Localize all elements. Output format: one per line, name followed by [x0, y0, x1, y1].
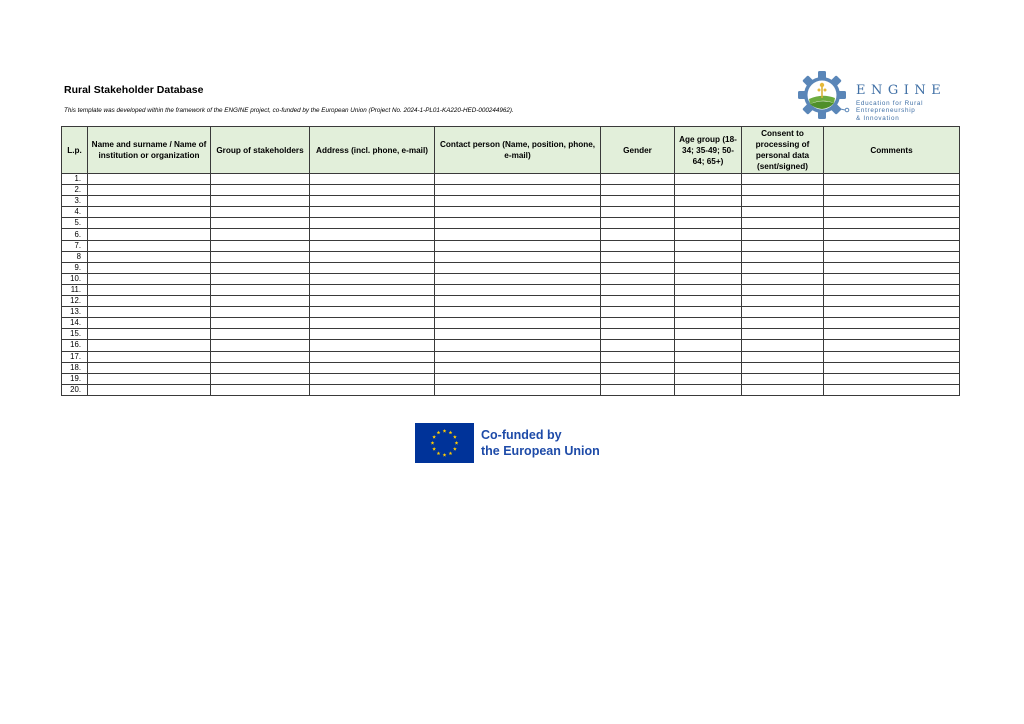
- table-cell: [824, 351, 960, 362]
- table-cell: [824, 362, 960, 373]
- table-cell: [435, 318, 601, 329]
- table-cell: [435, 384, 601, 395]
- column-header-address: Address (incl. phone, e-mail): [310, 127, 435, 174]
- table-cell: [211, 329, 310, 340]
- table-cell: [88, 229, 211, 240]
- table-cell: [435, 229, 601, 240]
- table-cell: [675, 284, 742, 295]
- row-number: 11.: [62, 284, 88, 295]
- column-header-comments: Comments: [824, 127, 960, 174]
- document-subtitle: This template was developed within the framework of the ENGINE project, co-funded by the European Union (Project No. 2024-1-PL01-KA220-HED-000244962).: [64, 107, 514, 114]
- table-cell: [88, 251, 211, 262]
- table-cell: [601, 351, 675, 362]
- table-cell: [310, 251, 435, 262]
- table-cell: [675, 218, 742, 229]
- logo-tagline: [856, 100, 923, 122]
- table-cell: [310, 218, 435, 229]
- table-cell: [211, 373, 310, 384]
- table-cell: [824, 174, 960, 185]
- table-cell: [601, 340, 675, 351]
- eu-cofunded-badge: [415, 423, 615, 463]
- table-cell: [601, 262, 675, 273]
- table-cell: [601, 207, 675, 218]
- table-cell: [211, 174, 310, 185]
- table-row: [62, 174, 960, 185]
- table-cell: [675, 174, 742, 185]
- table-cell: [310, 307, 435, 318]
- table-cell: [601, 240, 675, 251]
- logo-tagline-line: Entrepreneurship: [856, 107, 916, 115]
- table-cell: [824, 273, 960, 284]
- table-cell: [435, 362, 601, 373]
- table-cell: [742, 196, 824, 207]
- table-cell: [211, 273, 310, 284]
- table-cell: [675, 240, 742, 251]
- table-cell: [88, 384, 211, 395]
- table-row: [62, 273, 960, 284]
- table-cell: [310, 340, 435, 351]
- table-row: [62, 362, 960, 373]
- table-cell: [824, 284, 960, 295]
- logo-tagline-line: Education for Rural: [856, 100, 924, 107]
- table-cell: [310, 284, 435, 295]
- table-cell: [601, 318, 675, 329]
- table-cell: [211, 384, 310, 395]
- table-cell: [88, 351, 211, 362]
- column-header-group: Group of stakeholders: [211, 127, 310, 174]
- row-number: 16.: [62, 340, 88, 351]
- table-cell: [310, 196, 435, 207]
- table-row: [62, 196, 960, 207]
- table-body: [62, 174, 960, 396]
- table-cell: [435, 207, 601, 218]
- table-cell: [211, 351, 310, 362]
- table-cell: [742, 384, 824, 395]
- row-number: 3.: [62, 196, 88, 207]
- table-cell: [601, 373, 675, 384]
- table-cell: [675, 362, 742, 373]
- table-cell: [88, 318, 211, 329]
- table-cell: [211, 362, 310, 373]
- table-cell: [601, 185, 675, 196]
- table-cell: [601, 273, 675, 284]
- table-cell: [88, 207, 211, 218]
- table-cell: [435, 340, 601, 351]
- row-number: 1.: [62, 174, 88, 185]
- table-cell: [310, 273, 435, 284]
- table-cell: [601, 329, 675, 340]
- table-cell: [675, 351, 742, 362]
- table-cell: [675, 329, 742, 340]
- table-cell: [310, 229, 435, 240]
- table-cell: [310, 174, 435, 185]
- column-header-name: Name and surname / Name of institution or organization: [88, 127, 211, 174]
- row-number: 4.: [62, 207, 88, 218]
- table-cell: [601, 218, 675, 229]
- row-number: 2.: [62, 185, 88, 196]
- table-cell: [435, 296, 601, 307]
- table-cell: [310, 262, 435, 273]
- table-cell: [211, 296, 310, 307]
- eu-cofunded-line: Co-funded by: [481, 428, 562, 442]
- row-number: 10.: [62, 273, 88, 284]
- table-cell: [88, 240, 211, 251]
- table-cell: [675, 318, 742, 329]
- row-number: 12.: [62, 296, 88, 307]
- table-cell: [742, 362, 824, 373]
- table-cell: [211, 340, 310, 351]
- table-cell: [211, 240, 310, 251]
- table-row: [62, 262, 960, 273]
- table-cell: [742, 174, 824, 185]
- table-cell: [211, 318, 310, 329]
- table-cell: [310, 185, 435, 196]
- table-cell: [435, 196, 601, 207]
- table-cell: [310, 362, 435, 373]
- table-row: [62, 251, 960, 262]
- table-cell: [675, 340, 742, 351]
- table-cell: [742, 240, 824, 251]
- table-cell: [742, 329, 824, 340]
- table-cell: [310, 351, 435, 362]
- table-row: [62, 240, 960, 251]
- table-row: [62, 296, 960, 307]
- document-title: Rural Stakeholder Database: [64, 84, 204, 96]
- table-cell: [675, 229, 742, 240]
- table-row: [62, 307, 960, 318]
- table-cell: [601, 229, 675, 240]
- row-number: 13.: [62, 307, 88, 318]
- table-row: [62, 318, 960, 329]
- table-cell: [601, 174, 675, 185]
- table-cell: [824, 207, 960, 218]
- table-cell: [88, 307, 211, 318]
- table-row: [62, 384, 960, 395]
- table-cell: [88, 273, 211, 284]
- table-row: [62, 373, 960, 384]
- table-cell: [824, 240, 960, 251]
- table-cell: [675, 207, 742, 218]
- row-number: 5.: [62, 218, 88, 229]
- table-cell: [742, 273, 824, 284]
- table-cell: [601, 284, 675, 295]
- row-number: 18.: [62, 362, 88, 373]
- table-cell: [88, 185, 211, 196]
- table-cell: [675, 196, 742, 207]
- logo-wordmark: ENGINE: [856, 83, 947, 98]
- table-cell: [742, 185, 824, 196]
- table-cell: [211, 207, 310, 218]
- table-cell: [675, 384, 742, 395]
- table-cell: [824, 262, 960, 273]
- eu-flag-icon: [415, 423, 474, 463]
- table-cell: [675, 273, 742, 284]
- table-cell: [675, 262, 742, 273]
- table-row: [62, 229, 960, 240]
- table-cell: [742, 207, 824, 218]
- row-number: 19.: [62, 373, 88, 384]
- table-cell: [824, 384, 960, 395]
- table-cell: [435, 307, 601, 318]
- row-number: 15.: [62, 329, 88, 340]
- table-cell: [88, 196, 211, 207]
- table-cell: [675, 373, 742, 384]
- table-cell: [310, 207, 435, 218]
- table-cell: [88, 218, 211, 229]
- table-cell: [435, 329, 601, 340]
- logo-tagline-line: & Innovation: [856, 114, 900, 122]
- table-cell: [742, 284, 824, 295]
- table-cell: [601, 362, 675, 373]
- row-number: 17.: [62, 351, 88, 362]
- table-cell: [824, 340, 960, 351]
- table-cell: [435, 262, 601, 273]
- table-cell: [88, 373, 211, 384]
- table-cell: [435, 185, 601, 196]
- table-cell: [88, 262, 211, 273]
- table-cell: [824, 218, 960, 229]
- table-cell: [310, 296, 435, 307]
- table-cell: [601, 307, 675, 318]
- table-cell: [824, 251, 960, 262]
- table-cell: [824, 307, 960, 318]
- table-cell: [742, 340, 824, 351]
- table-cell: [88, 284, 211, 295]
- table-cell: [211, 229, 310, 240]
- table-cell: [742, 373, 824, 384]
- table-cell: [435, 174, 601, 185]
- row-number: 8: [62, 251, 88, 262]
- table-cell: [88, 362, 211, 373]
- row-number: 20.: [62, 384, 88, 395]
- table-row: [62, 218, 960, 229]
- table-cell: [742, 351, 824, 362]
- table-cell: [211, 251, 310, 262]
- table-cell: [435, 373, 601, 384]
- table-cell: [601, 251, 675, 262]
- eu-cofunded-line: the European Union: [481, 444, 600, 458]
- table-cell: [435, 273, 601, 284]
- table-cell: [435, 284, 601, 295]
- table-cell: [310, 384, 435, 395]
- column-header-contact: Contact person (Name, position, phone, e-mail): [435, 127, 601, 174]
- table-cell: [435, 218, 601, 229]
- row-number: 6.: [62, 229, 88, 240]
- column-header-gender: Gender: [601, 127, 675, 174]
- table-cell: [742, 251, 824, 262]
- stakeholder-table: [61, 126, 960, 396]
- table-row: [62, 329, 960, 340]
- table-cell: [88, 340, 211, 351]
- table-cell: [211, 196, 310, 207]
- table-cell: [742, 307, 824, 318]
- table-cell: [310, 318, 435, 329]
- table-cell: [824, 318, 960, 329]
- gear-icon: [796, 70, 852, 120]
- row-number: 7.: [62, 240, 88, 251]
- table-row: [62, 207, 960, 218]
- table-cell: [824, 196, 960, 207]
- table-row: [62, 185, 960, 196]
- engine-logo: [796, 70, 946, 120]
- table-cell: [742, 296, 824, 307]
- table-cell: [211, 185, 310, 196]
- row-number: 9.: [62, 262, 88, 273]
- column-header-lp: L.p.: [62, 127, 88, 174]
- table-header-row: [62, 127, 960, 174]
- table-cell: [310, 329, 435, 340]
- table-cell: [675, 296, 742, 307]
- table-cell: [435, 240, 601, 251]
- row-number: 14.: [62, 318, 88, 329]
- table-cell: [211, 262, 310, 273]
- table-cell: [824, 373, 960, 384]
- table-cell: [675, 251, 742, 262]
- table-cell: [742, 318, 824, 329]
- table-cell: [601, 384, 675, 395]
- table-cell: [88, 296, 211, 307]
- column-header-consent: Consent to processing of personal data (sent/signed): [742, 127, 824, 174]
- table-cell: [742, 218, 824, 229]
- table-cell: [88, 174, 211, 185]
- column-header-age-group: Age group (18-34; 35-49; 50-64; 65+): [675, 127, 742, 174]
- table-cell: [675, 307, 742, 318]
- table-cell: [435, 351, 601, 362]
- table-row: [62, 340, 960, 351]
- table-cell: [601, 196, 675, 207]
- table-cell: [211, 307, 310, 318]
- table-cell: [211, 218, 310, 229]
- table-cell: [742, 262, 824, 273]
- table-cell: [675, 185, 742, 196]
- table-row: [62, 284, 960, 295]
- table-cell: [435, 251, 601, 262]
- table-row: [62, 351, 960, 362]
- table-cell: [824, 229, 960, 240]
- eu-cofunded-text: [481, 427, 600, 459]
- table-cell: [824, 329, 960, 340]
- table-cell: [88, 329, 211, 340]
- table-cell: [310, 373, 435, 384]
- table-cell: [601, 296, 675, 307]
- table-cell: [824, 296, 960, 307]
- table-cell: [211, 284, 310, 295]
- table-cell: [310, 240, 435, 251]
- table-cell: [742, 229, 824, 240]
- table-cell: [824, 185, 960, 196]
